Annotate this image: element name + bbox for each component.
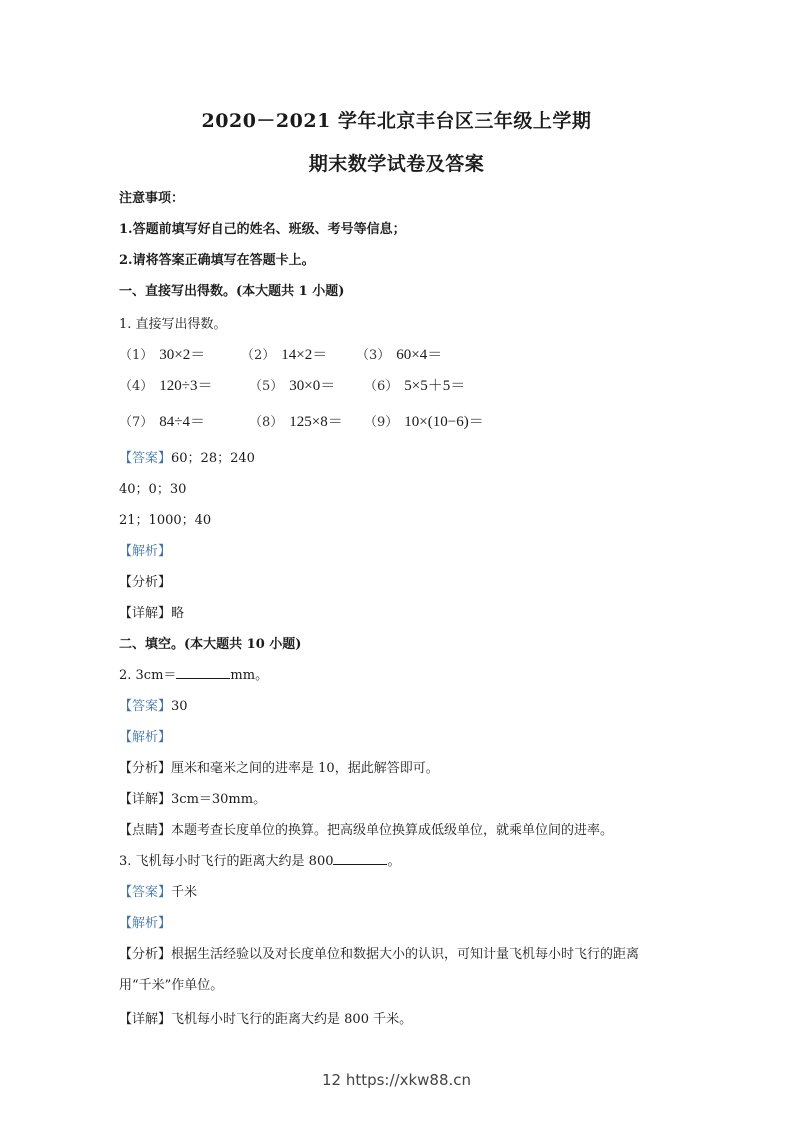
notice-item-2: 2.请将答案正确填写在答题卡上。	[119, 253, 315, 268]
jiexi-tag: 【解析】	[119, 544, 172, 559]
notice-item-1: 1.答题前填写好自己的姓名、班级、考号等信息；	[119, 222, 406, 237]
xiangjie-1: 【详解】略	[119, 606, 185, 621]
equation-item: （4） 120÷3＝	[119, 378, 213, 394]
xiangjie-3: 【详解】飞机每小时飞行的距离大约是 800 千米。	[119, 1012, 413, 1027]
section-2-heading: 二、填空。(本大题共 10 小题)	[119, 637, 302, 652]
title-line-2: 期末数学试卷及答案	[308, 153, 485, 175]
answer-blank	[333, 853, 387, 865]
question-2: 2. 3cm＝ mm。	[119, 668, 269, 683]
equation-item: （2） 14×2＝	[241, 347, 328, 363]
equation-item: （5） 30×0＝	[249, 378, 336, 394]
dianjing-2: 【点睛】本题考查长度单位的换算。把高级单位换算成低级单位，就乘单位间的进率。	[119, 823, 614, 838]
equation-item: （1） 30×2＝	[119, 347, 206, 363]
answer-1-line-2: 40；0；30	[119, 482, 187, 497]
fenxi-tag: 【分析】	[119, 575, 172, 590]
question-1: 1. 直接写出得数。	[119, 317, 227, 332]
equation-item: （9） 10×(10−6)＝	[364, 414, 484, 430]
answer-2: 【答案】30	[119, 699, 188, 714]
fenxi-3: 【分析】根据生活经验以及对长度单位和数据大小的认识，可知计量飞机每小时飞行的距离	[119, 947, 640, 962]
fenxi-3-line-2: 用“千米”作单位。	[119, 978, 224, 993]
jiexi-tag-2: 【解析】	[119, 730, 172, 745]
section-1-heading: 一、直接写出得数。(本大题共 1 小题)	[119, 284, 345, 299]
question-3: 3. 飞机每小时飞行的距离大约是 800 。	[119, 854, 401, 869]
equation-item: （7） 84÷4＝	[119, 414, 206, 430]
xiangjie-2: 【详解】3cm＝30mm。	[119, 792, 267, 807]
title-line-1: 2020－2021 学年北京丰台区三年级上学期	[201, 110, 592, 132]
page-footer: 12 https://xkw88.cn	[321, 1071, 472, 1089]
equation-item: （8） 125×8＝	[249, 414, 343, 430]
answer-1: 【答案】60；28；240	[119, 451, 255, 466]
answer-3: 【答案】千米	[119, 885, 198, 900]
answer-blank	[176, 667, 230, 679]
jiexi-tag-3: 【解析】	[119, 916, 172, 931]
fenxi-2: 【分析】厘米和毫米之间的进率是 10，据此解答即可。	[119, 761, 439, 776]
answer-tag: 【答案】	[119, 451, 172, 466]
equation-item: （3） 60×4＝	[356, 347, 443, 363]
answer-1-line-3: 21；1000；40	[119, 513, 212, 528]
equation-item: （6） 5×5＋5＝	[364, 378, 466, 394]
notice-heading: 注意事项：	[119, 191, 185, 206]
